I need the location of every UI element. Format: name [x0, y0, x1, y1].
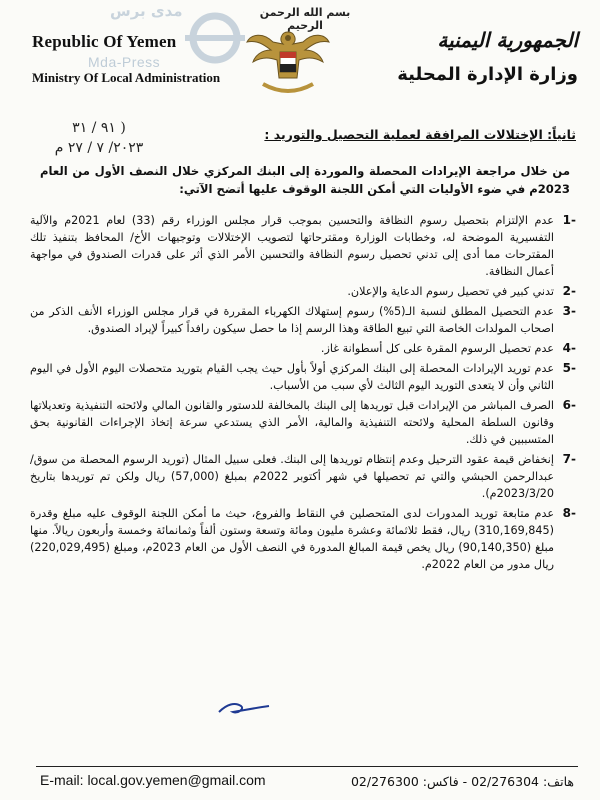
item-number: -1: [562, 213, 576, 227]
arabic-letterhead: [393, 28, 578, 85]
list-item: [30, 283, 576, 300]
item-text: تدني كبير في تحصيل رسوم الدعاية والإعلان.: [347, 285, 554, 298]
item-text: عدم الإلتزام بتحصيل رسوم النظافة والتحسين بموجب قرار مجلس الوزراء رقم (33) لعام 2021م والآلية التفسيرية الموضحة له، وخطابات الوزارة ومقترحاتها لتصويب الإختلالات وتوجيهات الأخ/ المحافظ بتنفيذ تلك المقترحات مما أدى إلى تدني تحصيل رسوم النظافة والتحسين الأمر الذي أثر على قدرات الصندوق في مواجهة أعمال النظافة.: [30, 214, 554, 278]
item-text: الصرف المباشر من الإيرادات قبل توريدها إلى البنك بالمخالفة للدستور والقانون المالي ولائحته التنفيذية وتعديلاتها وقانون السلطة المحلية ولائحته التنفيذية والمالية، الأمر الذي يستدعي سرعة إتخاذ الإجراءات القانونية بحق المتسببين في ذلك.: [30, 399, 554, 446]
basmala: بسم الله الرحمن الرحيم: [259, 6, 351, 32]
english-ministry-title: Ministry Of Local Administration: [32, 70, 221, 85]
arabic-country-title: الجمهورية اليمنية: [437, 28, 578, 52]
footer-divider: [36, 766, 578, 767]
findings-list: [30, 212, 576, 576]
reference-date: ٢٠٢٣/ ٧ / ٢٧ م: [54, 140, 144, 156]
item-text: عدم متابعة توريد المدورات لدى المتحصلين في النقاط والفروع، حيث ما أمكن اللجنة الوقوف عليه مبلغ وقدرة (310,169,845) ريال، فقط ثلاثمائة وعشرة مليون ومائة وتسعة وستون ألفاً وثمانمائة وخمسة وأربعون ريالاً. منها مبلغ (90,140,350) ريال يخص قيمة المبالغ المدورة في النصف الأول من العام 2023م، ومبلغ (220,029,495) ريال مدور من العام 2022م.: [30, 507, 554, 571]
list-item: [30, 397, 576, 448]
eagle-emblem-icon: [243, 22, 333, 102]
english-letterhead: [32, 32, 232, 86]
english-country-title: Republic Of Yemen: [32, 32, 177, 51]
list-item: [30, 360, 576, 394]
list-item: [30, 340, 576, 357]
item-text: عدم توريد الإيرادات المحصلة إلى البنك المركزي أولاً بأول حيث يجب القيام بتوريد متحصلات اليوم الأول في اليوم الثاني وأن لا يتعدى التوريد اليوم الثالث لأي سبب من الأسباب.: [30, 362, 554, 392]
item-text: إنخفاض قيمة عقود الترحيل وعدم إنتظام توريدها إلى البنك. فعلى سبيل المثال (توريد الرسوم المحصلة من سوق/ عبدالرحمن الحبشي والتي تم تحصيلها في شهر أكتوبر 2022م بمبلغ (57,000) ريال ولكن تم توريدها بتاريخ 2023/3/20م).: [30, 453, 555, 500]
item-number: -7: [562, 452, 576, 466]
section-title: ثانياً: الإختلالات المرافقة لعملية التحصيل والتوريد :: [264, 127, 576, 142]
item-number: -4: [562, 341, 576, 355]
reference-block: [34, 118, 164, 158]
list-item: [30, 303, 576, 337]
item-number: -5: [562, 361, 576, 375]
item-number: -6: [562, 398, 576, 412]
item-text: عدم التحصيل المطلق لنسبة الـ(5%) رسوم إستهلاك الكهرباء المقررة في قرار مجلس الوزراء الأنف الذكر من اصحاب المولدات الخاصة التي تبيع الطاقة وهذا الرسم إذا ما حصل سيكون رافداً كبيراً لإيراد الصندوق.: [30, 305, 554, 335]
watermark-arabic: مدى برس: [110, 2, 183, 20]
item-number: -2: [562, 284, 576, 298]
arabic-ministry-title: وزارة الإدارة المحلية: [397, 64, 578, 85]
list-item: [30, 451, 576, 502]
list-item: [30, 505, 576, 573]
intro-paragraph: من خلال مراجعة الإيرادات المحصلة والموردة إلى البنك المركزي خلال النصف الأول من العام 2023م في ضوء الأوليات التي أمكن اللجنة الوقوف عليها أتضح الآتي:: [40, 164, 570, 196]
item-number: -8: [562, 506, 576, 520]
watermark-text: Mda-Press: [88, 54, 161, 70]
signature-mark: [215, 696, 275, 720]
reference-number: ( ٩١ / ٣١: [72, 120, 126, 136]
item-number: -3: [562, 304, 576, 318]
footer-email: E-mail: local.gov.yemen@gmail.com: [40, 772, 266, 788]
list-item: [30, 212, 576, 280]
footer-phone: هاتف: 02/276304 - فاكس: 02/276300: [350, 774, 574, 789]
item-text: عدم تحصيل الرسوم المقرة على كل أسطوانة غاز.: [320, 342, 554, 355]
